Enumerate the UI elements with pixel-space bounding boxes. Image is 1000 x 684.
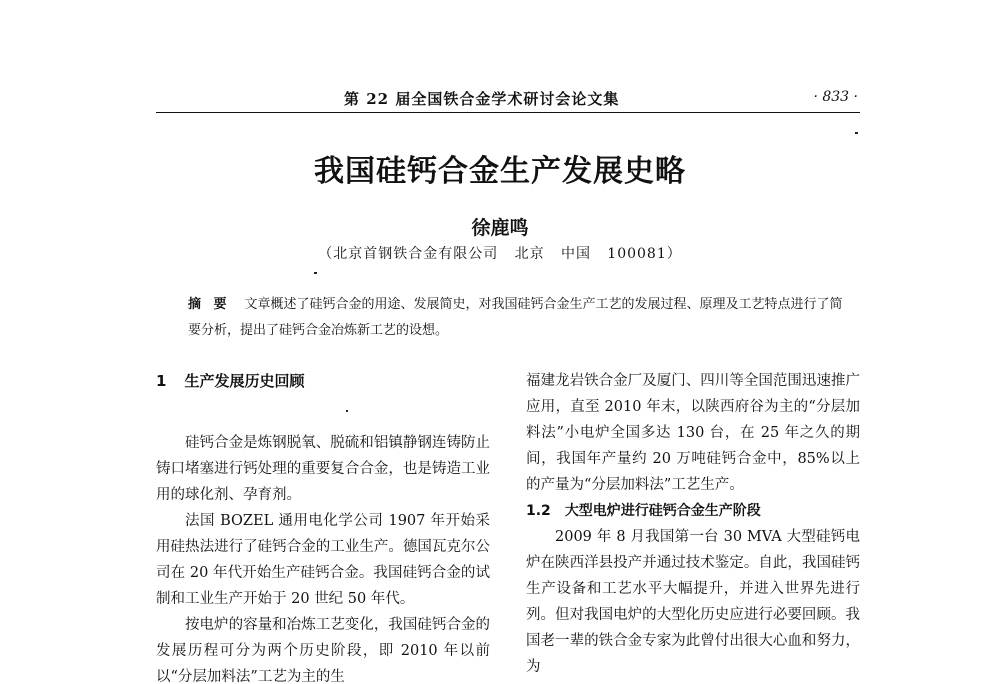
- running-header: [156, 88, 860, 113]
- author-affiliation: （北京首钢铁合金有限公司 北京 中国 100081）: [318, 246, 682, 262]
- scan-speck: [855, 132, 858, 134]
- abstract-text: 文章概述了硅钙合金的用途、发展简史，对我国硅钙合金生产工艺的发展过程、原理及工艺特点进行了简要分析，提出了硅钙合金冶炼新工艺的设想。: [188, 297, 843, 338]
- scan-speck: [314, 272, 317, 274]
- spacer: [156, 408, 490, 430]
- subsection-number: 1.2: [526, 503, 551, 519]
- page-number: · 833 ·: [813, 89, 858, 105]
- section-title: 生产发展历史回顾: [184, 372, 305, 390]
- body-paragraph: 硅钙合金是炼钢脱氧、脱硫和铝镇静钢连铸防止铸口堵塞进行钙处理的重要复合合金，也是铸造工业用的球化剂、孕育剂。: [156, 435, 490, 503]
- right-column: [526, 368, 860, 680]
- abstract-label: 摘 要: [188, 297, 231, 312]
- body-paragraph: 按电炉的容量和冶炼工艺变化，我国硅钙合金的发展历程可分为两个历史阶段，即 2010 年以前以“分层加料法”工艺为主的生: [156, 617, 490, 684]
- section-number: 1: [156, 372, 167, 390]
- section-heading: [156, 368, 490, 408]
- body-paragraph-continued: 福建龙岩铁合金厂及厦门、四川等全国范围迅速推广应用，直至 2010 年末，以陕西府谷为主的“分层加料法”小电炉全国多达 130 台，在 25 年之久的期间，我国年产量约 20 万吨硅钙合金中，85%以上的产量为“分层加料法”工艺生产。: [526, 373, 860, 493]
- abstract: [188, 292, 848, 344]
- body-paragraph: 法国 BOZEL 通用电化学公司 1907 年开始采用硅热法进行了硅钙合金的工业生产。德国瓦克尔公司在 20 年代开始生产硅钙合金。我国硅钙合金的试制和工业生产开始于 20 世纪 50 年代。: [156, 513, 490, 607]
- running-title: 第 22 届全国铁合金学术研讨会论文集: [344, 90, 620, 108]
- body-paragraph: 2009 年 8 月我国第一台 30 MVA 大型硅钙电炉在陕西洋县投产并通过技术鉴定。自此，我国硅钙生产设备和工艺水平大幅提升，并进入世界先进行列。但对我国电炉的大型化历史应进行必要回顾。我国老一辈的铁合金专家为此曾付出很大心血和努力，为: [526, 529, 860, 675]
- author-name: 徐鹿鸣: [471, 217, 529, 239]
- left-column: [156, 368, 490, 684]
- subsection-title: 大型电炉进行硅钙合金生产阶段: [564, 503, 761, 519]
- subsection-heading: [526, 498, 860, 524]
- paper-title: 我国硅钙合金生产发展史略: [314, 154, 686, 189]
